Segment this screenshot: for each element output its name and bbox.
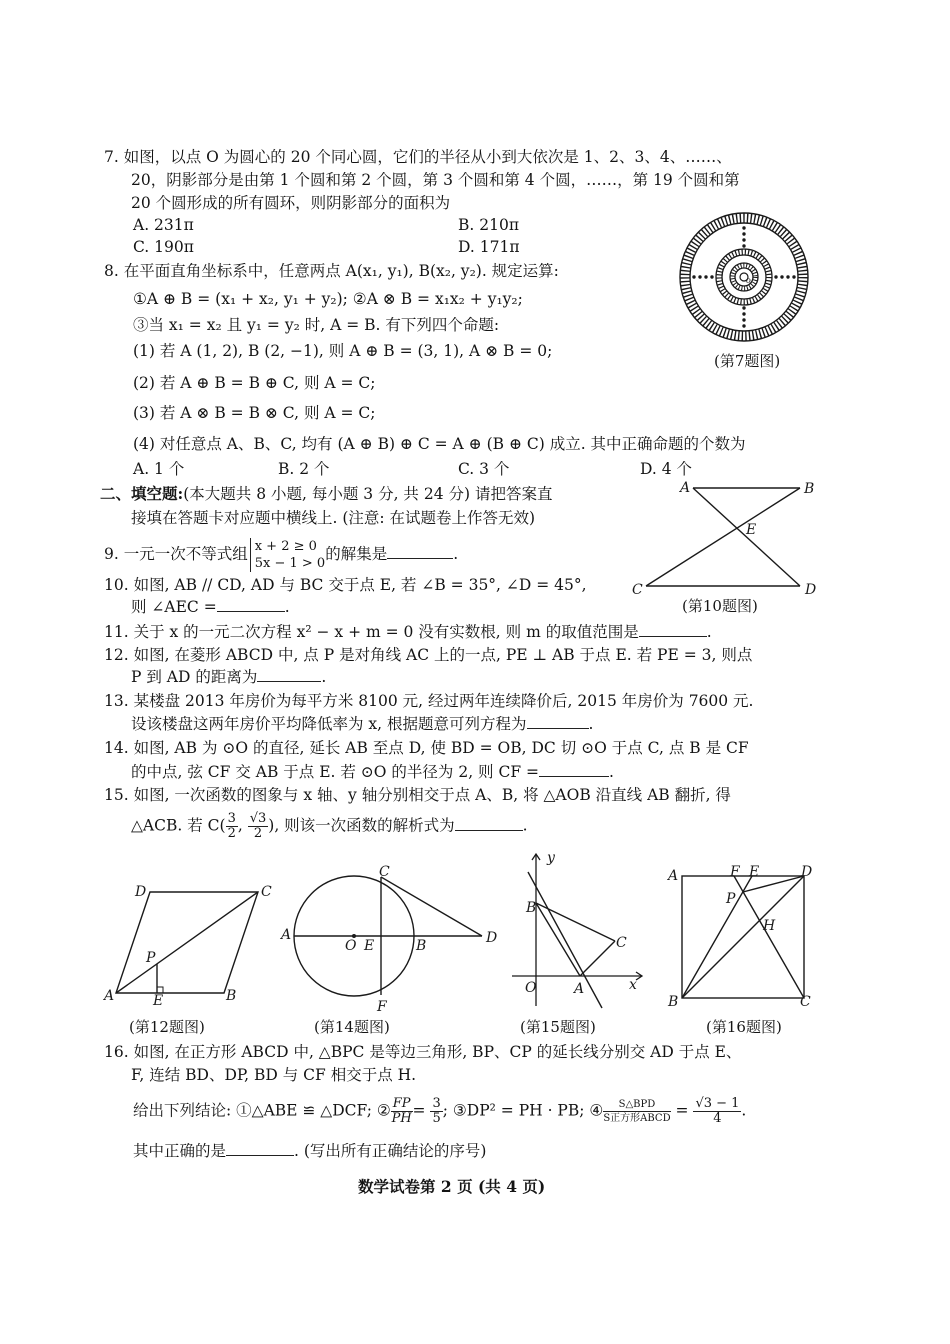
svg-text:B: B xyxy=(416,938,427,954)
q16-ph: PH xyxy=(391,1111,412,1126)
section-2-heading-line1 xyxy=(100,483,552,505)
fig10-label-a: A xyxy=(680,480,691,496)
q8-option-d: D. 4 个 xyxy=(640,460,693,478)
svg-text:A: A xyxy=(574,981,585,997)
svg-text:B: B xyxy=(526,900,537,916)
section-2-instruction: (本大题共 8 小题, 每小题 3 分, 共 24 分) 请把答案直 xyxy=(183,485,553,503)
svg-text:E: E xyxy=(153,993,164,1009)
q9-prefix: 9. 一元一次不等式组 xyxy=(104,545,248,563)
figure-10-crossing-lines xyxy=(628,476,828,600)
svg-text:A: A xyxy=(281,927,292,943)
q16-fp-ph-fraction xyxy=(391,1097,413,1126)
q15-line2-start: △ACB. 若 C( xyxy=(131,816,226,835)
figure-10-caption: (第10题图) xyxy=(682,597,758,615)
svg-text:F: F xyxy=(377,999,387,1014)
figure-12-rhombus xyxy=(100,876,282,1010)
q8-option-b: B. 2 个 xyxy=(278,460,330,478)
q16-line2: F, 连结 BD、DP, BD 与 CF 相交于点 H. xyxy=(131,1066,417,1084)
q16-answer-blank[interactable] xyxy=(226,1155,294,1156)
q12-line2: P 到 AD 的距离为 xyxy=(131,668,258,686)
q13-answer-blank[interactable] xyxy=(527,728,589,729)
figure-12-caption: (第12题图) xyxy=(129,1018,205,1036)
q9-answer-blank[interactable] xyxy=(387,558,453,559)
q7-option-b: B. 210π xyxy=(458,216,520,234)
q8-proposition-4: (4) 对任意点 A、B、C, 均有 (A ⊕ B) ⊕ C = A ⊕ (B ⊕ C) 成立. 其中正确命题的个数为 xyxy=(133,435,746,453)
q12-answer-blank[interactable] xyxy=(257,681,321,682)
svg-text:C: C xyxy=(261,884,272,900)
q16-line4: 其中正确的是 xyxy=(133,1142,227,1160)
svg-text:O: O xyxy=(345,938,357,954)
q14-line1: 14. 如图, AB 为 ⊙O 的直径, 延长 AB 至点 D, 使 BD = OB, DC 切 ⊙O 于点 C, 点 B 是 CF xyxy=(104,739,749,757)
figure-16-caption: (第16题图) xyxy=(706,1018,782,1036)
q16-conclusion-3: ; ③DP² = PH · PB; ④ xyxy=(442,1101,604,1120)
q9-inequality-system xyxy=(250,538,325,572)
svg-text:x: x xyxy=(629,977,637,993)
q16-five: 5 xyxy=(432,1111,441,1126)
svg-text:o: o xyxy=(746,276,751,285)
q15-line2-end: ), 则该一次函数的解析式为 xyxy=(268,816,455,835)
figure-7-caption: (第7题图) xyxy=(714,352,781,370)
q14-line2: 的中点, 弦 CF 交 AB 于点 E. 若 ⊙O 的半径为 2, 则 CF = xyxy=(131,763,540,781)
svg-text:A: A xyxy=(668,868,679,884)
svg-text:B: B xyxy=(226,988,237,1004)
q16-conclusions-row: 给出下列结论: ①△ABE ≌ △DCF; ② $\frac{FP}{PH}$ = $\frac{3}{5}$ ; ③DP² = PH · PB; ④ $\frac{\text{S△BPD}}{\text{S正方形ABCD}}$ = $\frac{√3 - 1}{4}$ . xyxy=(133,1096,747,1126)
q15-line1: 15. 如图, 一次函数的图象与 x 轴、y 轴分别相交于点 A、B, 将 △AOB 沿直线 AB 翻折, 得 xyxy=(104,786,731,804)
q16-line1: 16. 如图, 在正方形 ABCD 中, △BPC 是等边三角形, BP、CP 的延长线分别交 AD 于点 E、 xyxy=(104,1043,742,1061)
q15-line2-row: △ACB. 若 C( $\frac{3}{2}$ , $\frac{√3}{2}$ ), 则该一次函数的解析式为 . xyxy=(131,811,528,841)
page-footer: 数学试卷第 2 页 (共 4 页) xyxy=(358,1177,546,1196)
svg-text:P: P xyxy=(146,950,156,966)
q16-sqrt3-minus-1: √3 − 1 xyxy=(695,1096,740,1111)
q14-answer-blank[interactable] xyxy=(539,776,609,777)
q9-suffix: 的解集是 xyxy=(325,545,388,563)
q13-line2-row: 设该楼盘这两年房价平均降低率为 x, 根据题意可列方程为 . xyxy=(131,715,594,733)
svg-text:O: O xyxy=(525,980,537,996)
fig10-label-c: C xyxy=(632,582,643,598)
q7-option-d: D. 171π xyxy=(458,238,520,256)
q15-answer-blank[interactable] xyxy=(455,830,523,831)
q10-line2-row: 则 ∠AEC = . xyxy=(131,598,290,616)
figure-7-concentric-circles xyxy=(672,212,832,362)
fig10-label-b: B xyxy=(804,481,815,497)
q11-text: 11. 关于 x 的一元二次方程 x² − x + m = 0 没有实数根, 则 m 的取值范围是 xyxy=(104,623,639,641)
q8-proposition-1: (1) 若 A (1, 2), B (2, −1), 则 A ⊕ B = (3, 1), A ⊗ B = 0; xyxy=(133,342,553,360)
q16-area-ratio xyxy=(603,1098,670,1125)
q8-line1: 8. 在平面直角坐标系中，任意两点 A(x₁, y₁), B(x₂, y₂). 规定运算: xyxy=(104,262,559,280)
fig10-label-d: D xyxy=(805,582,817,598)
svg-text:C: C xyxy=(616,935,627,951)
q16-sqrt3-ratio xyxy=(693,1097,741,1126)
q16-area-square: S正方形ABCD xyxy=(603,1113,671,1124)
q8-rule-1-2: ①A ⊕ B = (x₁ + x₂, y₁ + y₂); ②A ⊗ B = x₁x₂ + y₁y₂; xyxy=(133,290,523,308)
svg-text:E: E xyxy=(364,938,375,954)
q11-answer-blank[interactable] xyxy=(639,636,707,637)
q7-line2: 20，阴影部分是由第 1 个圆和第 2 个圆，第 3 个圆和第 4 个圆，……，第 19 个圆和第 xyxy=(131,171,740,189)
q16-three: 3 xyxy=(432,1096,441,1111)
q7-line3: 20 个圆形成的所有圆环，则阴影部分的面积为 xyxy=(131,194,451,212)
q7-line1: 7. 如图，以点 O 为圆心的 20 个同心圆，它们的半径从小到大依次是 1、2、3、4、……、 xyxy=(104,148,732,166)
figure-15-linear-function xyxy=(508,848,658,1010)
q11-row: 11. 关于 x 的一元二次方程 x² − x + m = 0 没有实数根, 则 m 的取值范围是 . xyxy=(104,623,712,641)
svg-text:A: A xyxy=(104,988,115,1004)
svg-text:C: C xyxy=(379,864,390,880)
section-2-heading-line2: 接填在答题卡对应题中横线上. (注意: 在试题卷上作答无效) xyxy=(131,509,536,527)
q16-line4-row xyxy=(133,1140,486,1162)
q10-answer-blank[interactable] xyxy=(217,611,285,612)
figure-14-caption: (第14题图) xyxy=(314,1018,390,1036)
q9-inequality-1: x + 2 ≥ 0 xyxy=(254,539,317,554)
q13-line2: 设该楼盘这两年房价平均降低率为 x, 根据题意可列方程为 xyxy=(131,715,527,733)
q8-option-c: C. 3 个 xyxy=(458,460,510,478)
q15-x-denominator: 2 xyxy=(227,826,236,841)
q15-x-fraction xyxy=(226,812,238,841)
q10-line2: 则 ∠AEC = xyxy=(131,598,217,616)
q16-conclusion-prefix: 给出下列结论: ①△ABE ≌ △DCF; ② xyxy=(133,1101,391,1120)
q7-option-a: A. 231π xyxy=(133,216,194,234)
q12-line1: 12. 如图, 在菱形 ABCD 中, 点 P 是对角线 AC 上的一点, PE ⊥ AB 于点 E. 若 PE = 3, 则点 xyxy=(104,646,753,664)
figure-16-square xyxy=(664,862,824,1010)
q10-line1: 10. 如图, AB // CD, AD 与 BC 交于点 E, 若 ∠B = 35°, ∠D = 45°, xyxy=(104,576,587,594)
q8-proposition-2: (2) 若 A ⊕ B = B ⊕ C, 则 A = C; xyxy=(133,374,376,392)
q15-x-numerator: 3 xyxy=(227,811,236,826)
section-2-heading: 二、填空题: xyxy=(100,484,184,503)
q13-line1: 13. 某楼盘 2013 年房价为每平方米 8100 元, 经过两年连续降价后, 2015 年房价为 7600 元. xyxy=(104,692,754,710)
svg-text:B: B xyxy=(668,994,679,1010)
q8-proposition-3: (3) 若 A ⊗ B = B ⊗ C, 则 A = C; xyxy=(133,404,376,422)
figure-15-caption: (第15题图) xyxy=(520,1018,596,1036)
svg-text:y: y xyxy=(547,850,555,866)
q12-line2-row: P 到 AD 的距离为 . xyxy=(131,668,327,686)
q15-y-fraction xyxy=(248,812,269,841)
q16-line4-tail: . (写出所有正确结论的序号) xyxy=(294,1142,487,1160)
svg-text:D: D xyxy=(486,930,498,946)
q16-area-bpd: S△BPD xyxy=(603,1098,670,1112)
q8-rule-3: ③当 x₁ = x₂ 且 y₁ = y₂ 时, A = B. 有下列四个命题: xyxy=(133,316,500,334)
svg-text:D: D xyxy=(801,864,813,880)
q7-option-c: C. 190π xyxy=(133,238,194,256)
svg-text:E: E xyxy=(749,864,760,880)
q16-fp: FP xyxy=(392,1096,411,1111)
q15-y-denominator: 2 xyxy=(253,826,263,841)
svg-text:H: H xyxy=(763,918,776,934)
svg-text:D: D xyxy=(135,884,147,900)
q8-option-a: A. 1 个 xyxy=(133,460,185,478)
fig10-label-e: E xyxy=(746,522,757,538)
svg-text:F: F xyxy=(730,864,740,880)
svg-text:C: C xyxy=(800,994,811,1010)
q16-four: 4 xyxy=(713,1111,722,1126)
figure-14-circle-tangent xyxy=(278,864,508,1014)
q16-three-fifths xyxy=(430,1097,442,1126)
q14-line2-row: 的中点, 弦 CF 交 AB 于点 E. 若 ⊙O 的半径为 2, 则 CF = . xyxy=(131,763,614,781)
q16-equals: = xyxy=(412,1101,431,1120)
q9-row: 9. 一元一次不等式组 x + 2 ≥ 0 5x − 1 > 0 的解集是 . xyxy=(104,539,459,571)
q9-inequality-2: 5x − 1 > 0 xyxy=(254,556,326,571)
svg-text:P: P xyxy=(726,891,736,907)
q15-y-numerator: √3 xyxy=(249,811,267,826)
